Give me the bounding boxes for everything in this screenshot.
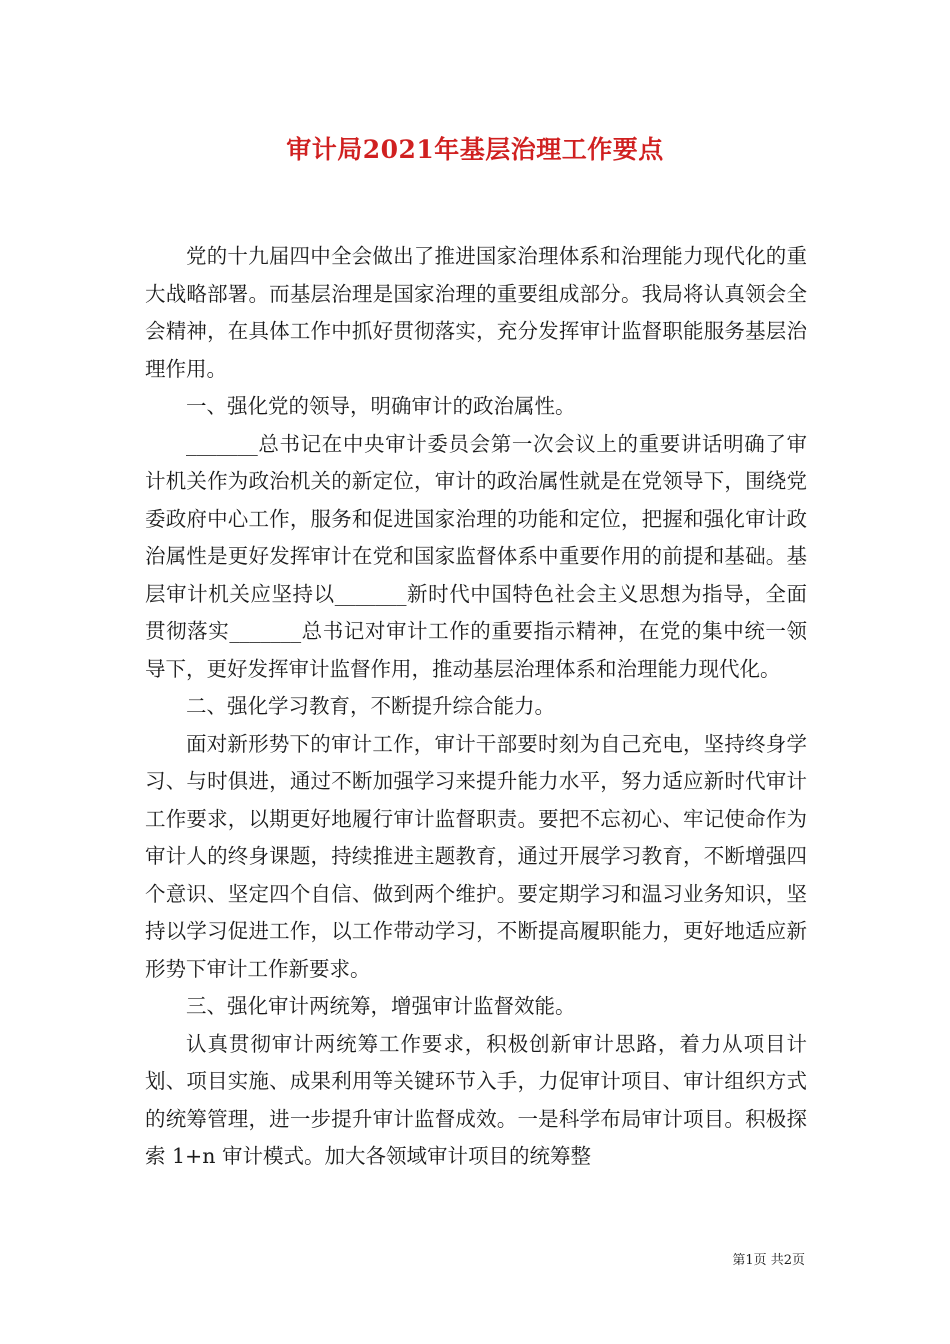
section-paragraph-2: 面对新形势下的审计工作，审计干部要时刻为自己充电，坚持终身学习、与时俱进，通过不断加强学习来提升能力水平，努力适应新时代审计工作要求，以期更好地履行审计监督职责。要把不忘初心、牢记使命作为审计人的终身课题，持续推进主题教育，通过开展学习教育，不断增强四个意识、坚定四个自信、做到两个维护。要定期学习和温习业务知识，坚持以学习促进工作，以工作带动学习，不断提高履职能力，更好地适应新形势下审计工作新要求。 <box>145 731 807 981</box>
section-paragraph-1: _______总书记在中央审计委员会第一次会议上的重要讲话明确了审计机关作为政治机关的新定位，审计的政治属性就是在党领导下，围绕党委政府中心工作，服务和促进国家治理的功能和定位，把握和强化审计政治属性是更好发挥审计在党和国家监督体系中重要作用的前提和基础。基层审计机关应坚持以_______新时代中国特色社会主义思想为指导，全面贯彻落实_______总书记对审计工作的重要指示精神，在党的集中统一领导下，更好发挥审计监督作用，推动基层治理体系和治理能力现代化。 <box>145 431 807 681</box>
page-number-footer: 第1页 共2页 <box>732 1253 805 1268</box>
document-title: 审计局2021年基层治理工作要点 <box>286 135 664 164</box>
document-body <box>145 238 807 1176</box>
intro-paragraph: 党的十九届四中全会做出了推进国家治理体系和治理能力现代化的重大战略部署。而基层治理是国家治理的重要组成部分。我局将认真领会全会精神，在具体工作中抓好贯彻落实，充分发挥审计监督职能服务基层治理作用。 <box>145 244 807 381</box>
section-heading-1: 一、强化党的领导，明确审计的政治属性。 <box>186 394 576 418</box>
section-heading-2: 二、强化学习教育，不断提升综合能力。 <box>186 694 555 718</box>
section-paragraph-3: 认真贯彻审计两统筹工作要求，积极创新审计思路，着力从项目计划、项目实施、成果利用等关键环节入手，力促审计项目、审计组织方式的统筹管理，进一步提升审计监督成效。一是科学布局审计项目。积极探索 1+n 审计模式。加大各领域审计项目的统筹整 <box>145 1031 807 1168</box>
section-heading-3: 三、强化审计两统筹，增强审计监督效能。 <box>186 994 576 1018</box>
